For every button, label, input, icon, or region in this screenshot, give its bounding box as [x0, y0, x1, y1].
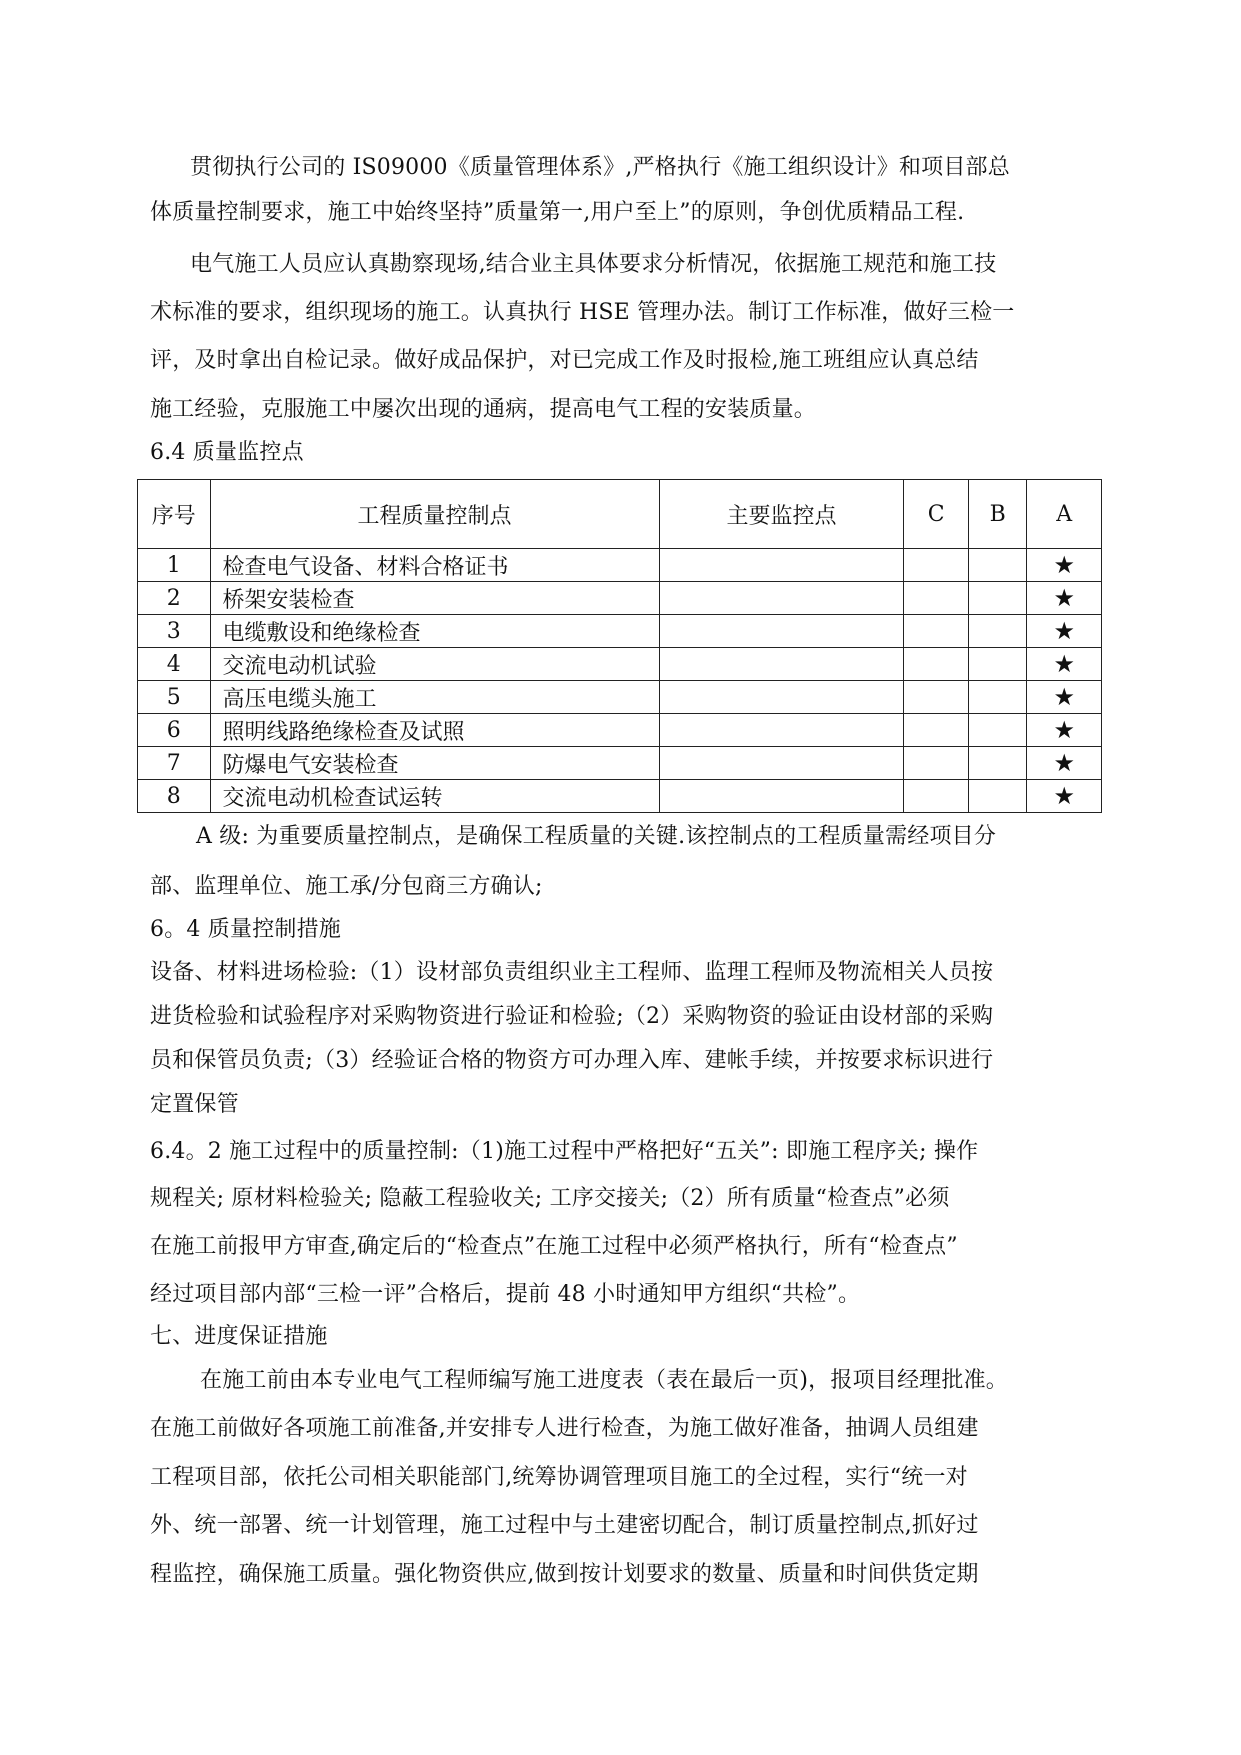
- cell-no: 5: [138, 681, 211, 714]
- header-control-point: 工程质量控制点: [210, 480, 659, 549]
- header-grade-c: C: [904, 480, 969, 549]
- header-grade-a: A: [1027, 480, 1102, 549]
- cell-grade-b: [968, 615, 1027, 648]
- header-main-monitor: 主要监控点: [659, 480, 904, 549]
- cell-grade-b: [968, 648, 1027, 681]
- cell-main-monitor: [659, 714, 904, 747]
- table-header-row: [138, 480, 1102, 549]
- star-icon: ★: [1027, 747, 1102, 780]
- cell-no: 4: [138, 648, 211, 681]
- paragraph-line: 评，及时拿出自检记录。做好成品保护，对已完成工作及时报检,施工班组应认真总结: [150, 348, 979, 373]
- paragraph-line: 贯彻执行公司的 IS09000《质量管理体系》,严格执行《施工组织设计》和项目部总: [190, 155, 1010, 180]
- quality-monitoring-table: [137, 479, 1102, 813]
- cell-grade-b: [968, 582, 1027, 615]
- table-row: [138, 615, 1102, 648]
- cell-main-monitor: [659, 648, 904, 681]
- table-row: [138, 747, 1102, 780]
- paragraph-line: 电气施工人员应认真勘察现场,结合业主具体要求分析情况，依据施工规范和施工技: [190, 252, 997, 277]
- table-row: [138, 780, 1102, 813]
- header-grade-b: B: [968, 480, 1027, 549]
- paragraph-line: 施工经验，克服施工中屡次出现的通病，提高电气工程的安装质量。: [150, 397, 817, 422]
- star-icon: ★: [1027, 648, 1102, 681]
- star-icon: ★: [1027, 615, 1102, 648]
- cell-control-point: 防爆电气安装检查: [210, 747, 659, 780]
- table-row: [138, 681, 1102, 714]
- paragraph-line: 部、监理单位、施工承/分包商三方确认;: [150, 874, 543, 899]
- paragraph-line: 体质量控制要求，施工中始终坚持”质量第一,用户至上”的原则，争创优质精品工程.: [150, 200, 965, 225]
- table-row: [138, 549, 1102, 582]
- star-icon: ★: [1027, 549, 1102, 582]
- star-icon: ★: [1027, 714, 1102, 747]
- cell-grade-c: [904, 747, 969, 780]
- cell-grade-b: [968, 714, 1027, 747]
- section-heading: 七、进度保证措施: [150, 1324, 328, 1349]
- cell-control-point: 交流电动机试验: [210, 648, 659, 681]
- cell-grade-b: [968, 747, 1027, 780]
- cell-no: 8: [138, 780, 211, 813]
- cell-no: 3: [138, 615, 211, 648]
- section-heading: 6.4 质量监控点: [150, 440, 304, 465]
- cell-control-point: 检查电气设备、材料合格证书: [210, 549, 659, 582]
- cell-grade-c: [904, 681, 969, 714]
- paragraph-line: 程监控，确保施工质量。强化物资供应,做到按计划要求的数量、质量和时间供货定期: [150, 1562, 979, 1587]
- paragraph-line: 经过项目部内部“三检一评”合格后，提前 48 小时通知甲方组织“共检”。: [150, 1282, 861, 1307]
- paragraph-line: 定置保管: [150, 1092, 239, 1117]
- paragraph-line: 外、统一部署、统一计划管理，施工过程中与土建密切配合，制订质量控制点,抓好过: [150, 1513, 979, 1538]
- cell-no: 1: [138, 549, 211, 582]
- cell-control-point: 照明线路绝缘检查及试照: [210, 714, 659, 747]
- star-icon: ★: [1027, 780, 1102, 813]
- cell-main-monitor: [659, 681, 904, 714]
- paragraph-line: 规程关; 原材料检验关; 隐蔽工程验收关; 工序交接关;（2）所有质量“检查点”必须: [150, 1186, 950, 1211]
- cell-no: 2: [138, 582, 211, 615]
- paragraph-line: 进货检验和试验程序对采购物资进行验证和检验;（2）采购物资的验证由设材部的采购: [150, 1004, 994, 1029]
- cell-control-point: 桥架安装检查: [210, 582, 659, 615]
- paragraph-line: 工程项目部，依托公司相关职能部门,统筹协调管理项目施工的全过程，实行“统一对: [150, 1465, 968, 1490]
- paragraph-line: A 级: 为重要质量控制点，是确保工程质量的关键.该控制点的工程质量需经项目分: [196, 824, 997, 849]
- paragraph-line: 在施工前由本专业电气工程师编写施工进度表（表在最后一页)，报项目经理批准。: [200, 1368, 1008, 1393]
- star-icon: ★: [1027, 582, 1102, 615]
- table-row: [138, 648, 1102, 681]
- cell-grade-b: [968, 549, 1027, 582]
- cell-grade-c: [904, 615, 969, 648]
- paragraph-line: 在施工前报甲方审查,确定后的“检查点”在施工过程中必须严格执行，所有“检查点”: [150, 1234, 958, 1259]
- cell-grade-c: [904, 582, 969, 615]
- cell-no: 6: [138, 714, 211, 747]
- cell-grade-c: [904, 780, 969, 813]
- table-row: [138, 714, 1102, 747]
- cell-grade-c: [904, 714, 969, 747]
- cell-no: 7: [138, 747, 211, 780]
- cell-main-monitor: [659, 747, 904, 780]
- cell-main-monitor: [659, 780, 904, 813]
- paragraph-line: 设备、材料进场检验:（1）设材部负责组织业主工程师、监理工程师及物流相关人员按: [150, 960, 994, 985]
- cell-control-point: 高压电缆头施工: [210, 681, 659, 714]
- cell-grade-c: [904, 549, 969, 582]
- header-no: 序号: [138, 480, 211, 549]
- paragraph-line: 6.4。2 施工过程中的质量控制:（1)施工过程中严格把好“五关”: 即施工程序关; 操作: [150, 1139, 979, 1164]
- cell-grade-b: [968, 681, 1027, 714]
- cell-main-monitor: [659, 549, 904, 582]
- cell-grade-b: [968, 780, 1027, 813]
- cell-control-point: 交流电动机检查试运转: [210, 780, 659, 813]
- paragraph-line: 员和保管员负责;（3）经验证合格的物资方可办理入库、建帐手续，并按要求标识进行: [150, 1048, 994, 1073]
- section-heading: 6。4 质量控制措施: [150, 917, 341, 942]
- cell-control-point: 电缆敷设和绝缘检查: [210, 615, 659, 648]
- cell-main-monitor: [659, 615, 904, 648]
- paragraph-line: 在施工前做好各项施工前准备,并安排专人进行检查，为施工做好准备，抽调人员组建: [150, 1416, 979, 1441]
- table-row: [138, 582, 1102, 615]
- star-icon: ★: [1027, 681, 1102, 714]
- paragraph-line: 术标准的要求，组织现场的施工。认真执行 HSE 管理办法。制订工作标准，做好三检一: [150, 300, 1015, 325]
- cell-main-monitor: [659, 582, 904, 615]
- cell-grade-c: [904, 648, 969, 681]
